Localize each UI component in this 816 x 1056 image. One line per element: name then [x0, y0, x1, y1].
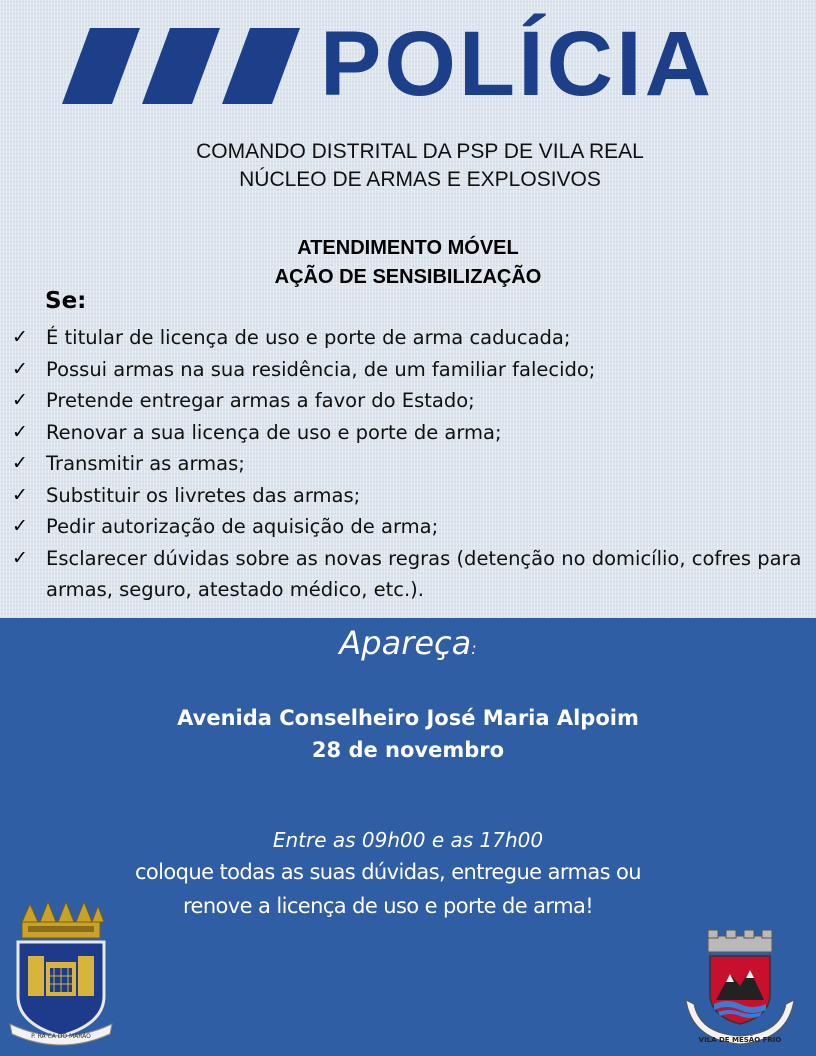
- message-line-2: renove a licença de uso e porte de arma!: [182, 894, 594, 918]
- list-item: ✓ Possui armas na sua residência, de um familiar falecido;: [12, 354, 802, 386]
- event-address: Avenida Conselheiro José Maria Alpoim: [177, 706, 639, 730]
- left-crest-motto: P. RA CA DO MARÃO: [31, 1033, 91, 1040]
- list-item: ✓ Esclarecer dúvidas sobre as novas regras (detenção no domicílio, cofres para armas, seguro, atestado médico, etc.).: [12, 543, 802, 606]
- check-icon: ✓: [12, 389, 28, 411]
- list-item: ✓ Renovar a sua licença de uso e porte de arma;: [12, 417, 802, 449]
- right-coat-of-arms-icon: [680, 928, 800, 1048]
- left-coat-of-arms-icon: [6, 900, 116, 1048]
- list-item: ✓ Pretende entregar armas a favor do Estado;: [12, 385, 802, 417]
- check-icon: ✓: [12, 546, 28, 569]
- logo-stripes-icon: [62, 28, 302, 104]
- headline-2: AÇÃO DE SENSIBILIZAÇÃO: [274, 266, 542, 288]
- org-line-1: COMANDO DISTRITAL DA PSP DE VILA REAL: [196, 140, 644, 163]
- list-item: ✓ É titular de licença de uso e porte de arma caducada;: [12, 322, 802, 354]
- list-item: ✓ Substituir os livretes das armas;: [12, 480, 802, 512]
- check-icon: ✓: [12, 420, 28, 443]
- check-icon: ✓: [12, 483, 28, 506]
- right-crest-motto: VILA DE MESÃO FRIO: [698, 1036, 782, 1044]
- check-icon: ✓: [12, 515, 28, 537]
- check-icon: ✓: [12, 326, 28, 348]
- message-line-1: coloque todas as suas dúvidas, entregue armas ou: [134, 860, 642, 884]
- police-logo: [62, 13, 762, 115]
- list-item: ✓ Pedir autorização de aquisição de arma;: [12, 511, 802, 543]
- check-icon: ✓: [12, 452, 28, 474]
- checklist: [12, 322, 802, 606]
- headline-1: ATENDIMENTO MÓVEL: [297, 237, 519, 259]
- logo-wordmark: POLÍCIA: [320, 13, 715, 115]
- check-icon: ✓: [12, 357, 28, 380]
- event-date: 28 de novembro: [311, 738, 505, 762]
- cta-title: Apareça:: [339, 624, 477, 662]
- event-hours: Entre as 09h00 e as 17h00: [272, 828, 544, 852]
- org-line-2: NÚCLEO DE ARMAS E EXPLOSIVOS: [239, 168, 601, 191]
- list-item: ✓ Transmitir as armas;: [12, 448, 802, 480]
- intro-label: Se:: [45, 288, 87, 314]
